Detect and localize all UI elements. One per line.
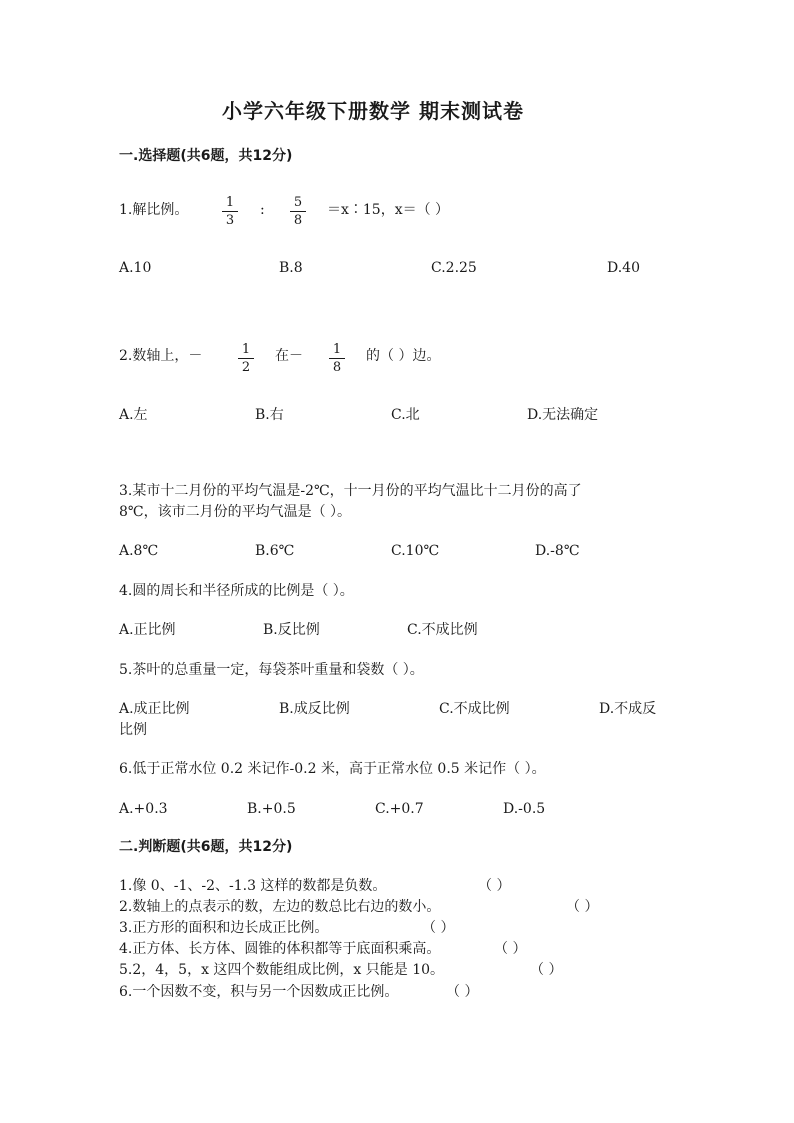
- fraction-numerator: 5: [293, 195, 303, 210]
- q1-option-d[interactable]: D.40: [607, 260, 640, 276]
- judgement-blank-1[interactable]: （ ）: [478, 878, 511, 894]
- fraction-1-8: [329, 343, 345, 374]
- q3-option-b[interactable]: B.6℃: [255, 543, 295, 559]
- judgement-item-3: 3.正方形的面积和边长成正比例。: [119, 920, 329, 936]
- q1-option-a[interactable]: A.10: [119, 260, 152, 276]
- fraction-denominator: 8: [332, 360, 342, 375]
- judgement-item-4: 4.正方体、长方体、圆锥的体积都等于底面积乘高。: [119, 941, 441, 957]
- question-2-middle: 在－: [275, 348, 303, 364]
- q4-option-c[interactable]: C.不成比例: [407, 622, 478, 638]
- section-heading-judgement: 二.判断题(共6题，共12分): [119, 839, 293, 855]
- q4-option-a[interactable]: A.正比例: [119, 622, 176, 638]
- fraction-1-2: [238, 343, 254, 374]
- q5-option-c[interactable]: C.不成比例: [439, 701, 510, 717]
- ratio-colon: :: [260, 202, 265, 218]
- judgement-blank-5[interactable]: （ ）: [530, 962, 563, 978]
- fraction-bar: [222, 211, 238, 212]
- judgement-blank-6[interactable]: （ ）: [446, 984, 479, 1000]
- fraction-bar: [238, 358, 254, 359]
- fraction-numerator: 1: [332, 342, 342, 357]
- q2-option-b[interactable]: B.右: [255, 407, 284, 423]
- q1-option-b[interactable]: B.8: [279, 260, 303, 276]
- judgement-blank-4[interactable]: （ ）: [494, 941, 527, 957]
- judgement-item-6: 6.一个因数不变，积与另一个因数成正比例。: [119, 984, 399, 1000]
- question-2-suffix: 的（ ）边。: [366, 348, 441, 364]
- q2-option-a[interactable]: A.左: [119, 407, 148, 423]
- judgement-item-5: 5.2，4，5，x 这四个数能组成比例，x 只能是 10。: [119, 962, 445, 978]
- q5-option-d-wrap: 比例: [119, 722, 147, 738]
- page-title: 小学六年级下册数学 期末测试卷: [222, 99, 524, 123]
- fraction-numerator: 1: [225, 195, 235, 210]
- fraction-1-3: [222, 196, 238, 227]
- question-1-prefix: 1.解比例。: [119, 202, 189, 218]
- fraction-denominator: 3: [225, 213, 235, 228]
- q6-option-b[interactable]: B.+0.5: [247, 801, 296, 817]
- question-2-prefix: 2.数轴上，－: [119, 348, 203, 364]
- q6-option-d[interactable]: D.-0.5: [503, 801, 546, 817]
- q3-option-d[interactable]: D.-8℃: [535, 543, 580, 559]
- q2-option-c[interactable]: C.北: [391, 407, 420, 423]
- section-heading-choice: 一.选择题(共6题，共12分): [119, 148, 293, 164]
- q5-option-d[interactable]: D.不成反: [599, 701, 657, 717]
- q6-option-c[interactable]: C.+0.7: [375, 801, 424, 817]
- fraction-denominator: 2: [241, 360, 251, 375]
- fraction-bar: [329, 358, 345, 359]
- fraction-bar: [290, 211, 306, 212]
- q1-option-c[interactable]: C.2.25: [431, 260, 477, 276]
- q3-option-c[interactable]: C.10℃: [391, 543, 440, 559]
- question-4-text: 4.圆的周长和半径所成的比例是（ ）。: [119, 583, 354, 599]
- judgement-item-1: 1.像 0、-1、-2、-1.3 这样的数都是负数。: [119, 878, 387, 894]
- question-3-line-2: 8℃，该市二月份的平均气温是（ ）。: [119, 504, 352, 520]
- q5-option-a[interactable]: A.成正比例: [119, 701, 190, 717]
- fraction-5-8: [290, 196, 306, 227]
- question-6-text: 6.低于正常水位 0.2 米记作-0.2 米，高于正常水位 0.5 米记作（ ）。: [119, 761, 546, 777]
- fraction-numerator: 1: [241, 342, 251, 357]
- q6-option-a[interactable]: A.+0.3: [119, 801, 168, 817]
- question-5-text: 5.茶叶的总重量一定，每袋茶叶重量和袋数（ ）。: [119, 662, 424, 678]
- q5-option-b[interactable]: B.成反比例: [279, 701, 350, 717]
- judgement-blank-2[interactable]: （ ）: [566, 899, 599, 915]
- fraction-denominator: 8: [293, 213, 303, 228]
- q3-option-a[interactable]: A.8℃: [119, 543, 159, 559]
- judgement-item-2: 2.数轴上的点表示的数，左边的数总比右边的数小。: [119, 899, 441, 915]
- q4-option-b[interactable]: B.反比例: [263, 622, 320, 638]
- q2-option-d[interactable]: D.无法确定: [527, 407, 599, 423]
- judgement-blank-3[interactable]: （ ）: [422, 920, 455, 936]
- question-1-suffix: ＝x∶15，x＝（ ）: [327, 202, 450, 218]
- question-3-line-1: 3.某市十二月份的平均气温是-2℃，十一月份的平均气温比十二月份的高了: [119, 483, 582, 499]
